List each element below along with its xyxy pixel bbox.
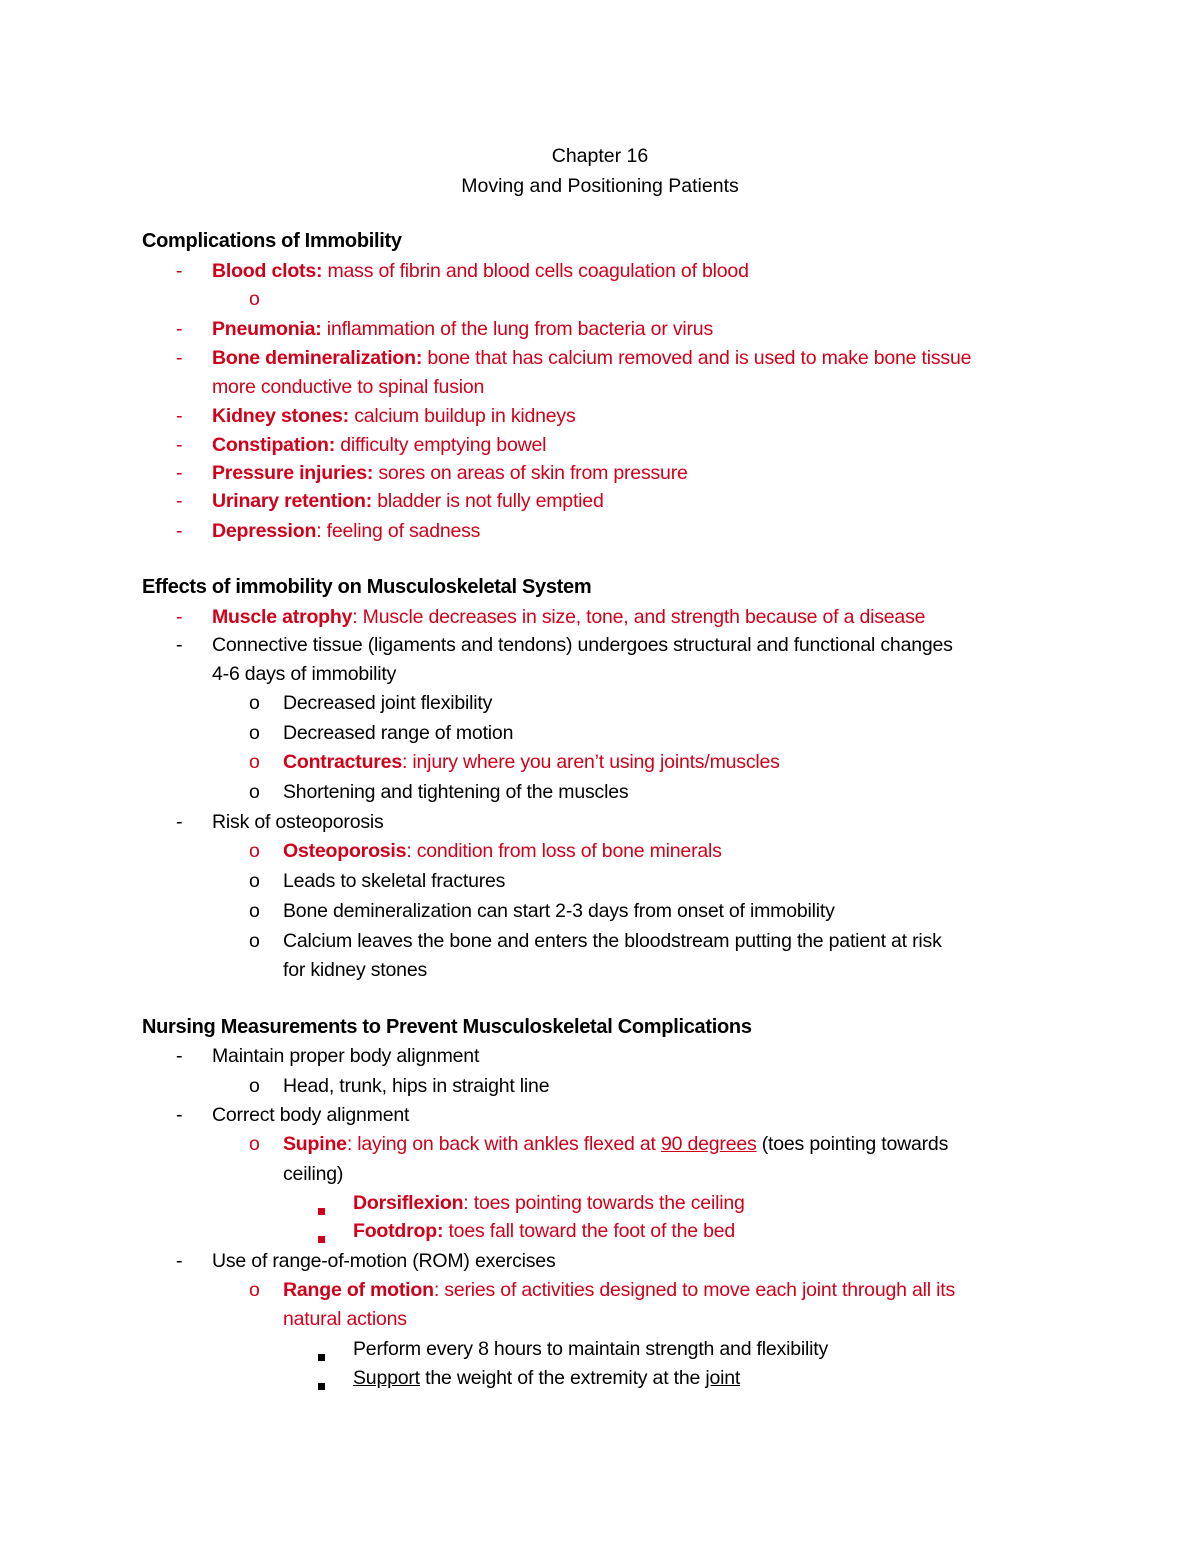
sub-item — [283, 751, 780, 774]
term: Supine — [283, 1133, 347, 1155]
list-item: Risk of osteoporosis — [212, 811, 384, 833]
sub-item: Head, trunk, hips in straight line — [283, 1075, 550, 1097]
list-item — [212, 462, 688, 485]
sub-item: Bone demineralization can start 2-3 days from onset of immobility — [283, 900, 835, 922]
circle-marker: o — [249, 1075, 260, 1097]
list-item — [212, 260, 749, 283]
definition-tail: (toes pointing towards — [756, 1133, 949, 1155]
definition: sores on areas of skin from pressure — [373, 462, 688, 484]
list-item: Correct body alignment — [212, 1104, 410, 1126]
square-bullet — [318, 1373, 325, 1396]
dash-marker: - — [176, 1104, 183, 1126]
sub-item — [283, 840, 722, 863]
definition: inflammation of the lung from bacteria or virus — [321, 318, 714, 340]
list-item-continuation: 4-6 days of immobility — [212, 663, 397, 685]
definition: : injury where you aren’t using joints/muscles — [401, 751, 780, 773]
term: Bone demineralization: — [212, 347, 423, 369]
definition: : feeling of sadness — [316, 520, 481, 542]
underlined-word: joint — [705, 1367, 741, 1389]
list-item — [212, 490, 604, 513]
list-item — [212, 405, 576, 428]
sub-item: Decreased joint flexibility — [283, 692, 493, 714]
term: Blood clots: — [212, 260, 323, 282]
list-item — [212, 434, 546, 457]
circle-marker: o — [249, 781, 260, 803]
square-bullet — [318, 1344, 325, 1367]
definition: : condition from loss of bone minerals — [406, 840, 722, 862]
sub-item-continuation: ceiling) — [283, 1163, 344, 1185]
section-heading-nursing: Nursing Measurements to Prevent Musculoskeletal Complications — [142, 1016, 752, 1038]
list-item — [212, 606, 925, 629]
chapter-subtitle: Moving and Positioning Patients — [461, 175, 739, 197]
definition: : Muscle decreases in size, tone, and strength because of a disease — [352, 606, 926, 628]
dash-marker: - — [176, 434, 183, 456]
sub-item: Decreased range of motion — [283, 722, 514, 744]
circle-marker: o — [249, 1133, 260, 1155]
definition: toes fall toward the foot of the bed — [443, 1220, 736, 1242]
list-item — [212, 520, 480, 543]
circle-marker: o — [249, 288, 260, 310]
sub-item — [283, 1279, 955, 1302]
dash-marker: - — [176, 462, 183, 484]
circle-marker: o — [249, 722, 260, 744]
square-bullet — [318, 1226, 325, 1249]
dash-marker: - — [176, 405, 183, 427]
sub-item-continuation: for kidney stones — [283, 959, 428, 981]
term: Muscle atrophy — [212, 606, 353, 628]
sub-item-continuation: natural actions — [283, 1308, 407, 1330]
sub-item: Calcium leaves the bone and enters the bloodstream putting the patient at risk — [283, 930, 942, 952]
term: Range of motion — [283, 1279, 434, 1301]
definition: : toes pointing towards the ceiling — [463, 1192, 745, 1214]
list-item — [212, 318, 713, 341]
chapter-title: Chapter 16 — [551, 145, 649, 167]
sub-item: Shortening and tightening of the muscles — [283, 781, 629, 803]
sub-sub-item — [353, 1367, 740, 1390]
list-item: Use of range-of-motion (ROM) exercises — [212, 1250, 556, 1272]
term: Pressure injuries: — [212, 462, 374, 484]
term: Dorsiflexion — [353, 1192, 464, 1214]
definition: : series of activities designed to move each joint through all its — [433, 1279, 955, 1301]
definition: : laying on back with ankles flexed at — [346, 1133, 661, 1155]
term: Constipation: — [212, 434, 336, 456]
term: Osteoporosis — [283, 840, 407, 862]
dash-marker: - — [176, 318, 183, 340]
underlined-value: 90 degrees — [660, 1133, 757, 1155]
sub-sub-item — [353, 1192, 745, 1215]
dash-marker: - — [176, 260, 183, 282]
dash-marker: - — [176, 1045, 183, 1067]
dash-marker: - — [176, 811, 183, 833]
dash-marker: - — [176, 606, 183, 628]
underlined-word: Support — [353, 1367, 420, 1389]
circle-marker: o — [249, 900, 260, 922]
circle-marker: o — [249, 692, 260, 714]
list-item — [212, 347, 971, 370]
circle-marker: o — [249, 751, 260, 773]
list-item: Connective tissue (ligaments and tendons) undergoes structural and functional changes — [212, 634, 953, 656]
definition: bladder is not fully emptied — [372, 490, 604, 512]
sub-item: Leads to skeletal fractures — [283, 870, 506, 892]
sub-item — [283, 1133, 948, 1156]
definition: mass of fibrin and blood cells coagulation of blood — [322, 260, 749, 282]
list-item: Maintain proper body alignment — [212, 1045, 480, 1067]
definition: bone that has calcium removed and is used to make bone tissue — [422, 347, 972, 369]
sub-sub-item — [353, 1220, 735, 1243]
section-heading-musculoskeletal: Effects of immobility on Musculoskeletal System — [142, 576, 592, 598]
dash-marker: - — [176, 347, 183, 369]
term: Pneumonia: — [212, 318, 322, 340]
dash-marker: - — [176, 520, 183, 542]
circle-marker: o — [249, 840, 260, 862]
list-item-continuation: more conductive to spinal fusion — [212, 376, 485, 398]
section-heading-complications: Complications of Immobility — [142, 230, 402, 252]
sub-sub-item: Perform every 8 hours to maintain strength and flexibility — [353, 1338, 829, 1360]
circle-marker: o — [249, 870, 260, 892]
definition: difficulty emptying bowel — [335, 434, 547, 456]
term: Footdrop: — [353, 1220, 444, 1242]
dash-marker: - — [176, 1250, 183, 1272]
term: Urinary retention: — [212, 490, 373, 512]
definition: calcium buildup in kidneys — [348, 405, 576, 427]
dash-marker: - — [176, 490, 183, 512]
term: Contractures — [283, 751, 402, 773]
circle-marker: o — [249, 1279, 260, 1301]
circle-marker: o — [249, 930, 260, 952]
term: Kidney stones: — [212, 405, 349, 427]
square-bullet — [318, 1198, 325, 1221]
term: Depression — [212, 520, 317, 542]
text: the weight of the extremity at the — [419, 1367, 706, 1389]
dash-marker: - — [176, 634, 183, 656]
